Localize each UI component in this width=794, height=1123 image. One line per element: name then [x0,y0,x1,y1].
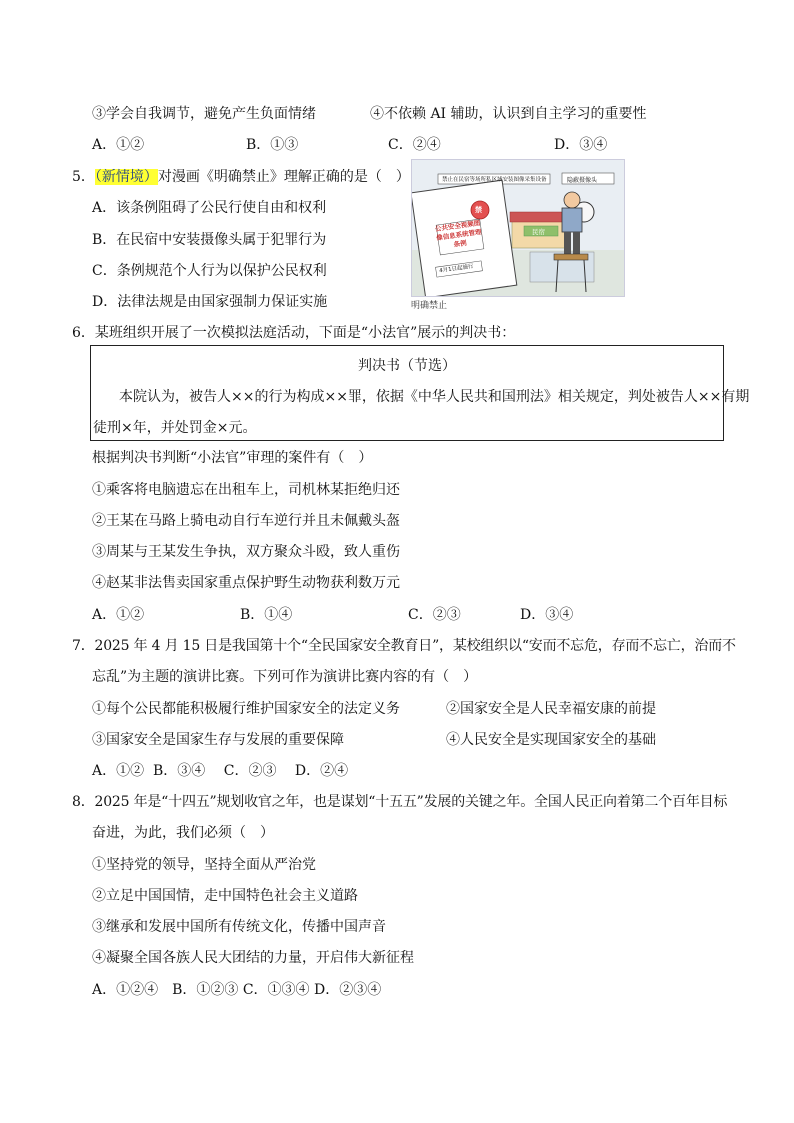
q6-statement-2: ②王某在马路上骑电动自行车逆行并且未佩戴头盔 [92,513,400,529]
comic-document-title: 公共安全视频图像信息系统管理条例 [434,218,483,249]
comic-stamp-text: 禁 [475,206,482,214]
q4-statement-4: ④不依赖 AI 辅助，认识到自主学习的重要性 [370,106,647,122]
q8-options: A．①②④ B．①②③ C．①③④ D．②③④ [92,982,382,998]
q7-stem-line-1: 7．2025 年 4 月 15 日是我国第十个“全民国家安全教育日”，某校组织以“安而不忘危，存而不忘亡，治而不 [72,638,736,654]
q8-stem-line-2: 奋进，为此，我们必须（ ） [92,825,274,841]
comic-tag-text: 隐蔽摄像头 [567,177,598,184]
q6-option-c: C．②③ [408,607,461,623]
comic-caption: 明确禁止 [411,301,448,311]
judgment-line-1: 本院认为，被告人××的行为构成××罪，依据《中华人民共和国刑法》相关规定，判处被告人××有期 [119,389,750,405]
q4-option-c: C．②④ [388,137,441,153]
q7-stem-line-2: 忘乱”为主题的演讲比赛。下列可作为演讲比赛内容的有（ ） [92,669,478,685]
comic-document-date: 4月1日起施行 [438,263,474,275]
q7-statement-1: ①每个公民都能积极履行维护国家安全的法定义务 [92,701,400,717]
q6-option-d: D．③④ [520,607,574,623]
q8-statement-3: ③继承和发展中国所有传统文化，传播中国声音 [92,919,386,935]
q5-option-d: D．法律法规是由国家强制力保证实施 [92,294,328,310]
q4-statement-3: ③学会自我调节，避免产生负面情绪 [92,106,316,122]
comic-sign-text: 民宿 [532,228,545,236]
q4-option-a: A．①② [92,137,145,153]
q7-options: A．①② B．③④ C．②③ D．②④ [92,763,349,779]
q5-stem-text: 对漫画《明确禁止》理解正确的是（ ） [157,169,410,185]
judgment-title: 判决书（节选） [358,358,456,374]
comic-illustration [411,159,625,297]
q6-statement-4: ④赵某非法售卖国家重点保护野生动物获利数万元 [92,575,400,591]
q8-statement-4: ④凝聚全国各族人民大团结的力量，开启伟大新征程 [92,950,414,966]
q6-stem: 6．某班组织开展了一次模拟法庭活动，下面是“小法官”展示的判决书： [72,325,516,341]
q7-statement-3: ③国家安全是国家生存与发展的重要保障 [92,732,344,748]
q5-option-a: A．该条例阻碍了公民行使自由和权利 [92,200,327,216]
q7-statement-4: ④人民安全是实现国家安全的基础 [446,732,656,748]
q5-number: 5． [72,169,95,185]
q4-option-d: D．③④ [554,137,608,153]
judgment-box [90,345,750,441]
q6-statement-3: ③周某与王某发生争执，双方聚众斗殴，致人重伤 [92,544,400,560]
q5-option-c: C．条例规范个人行为以保护公民权利 [92,263,327,279]
q7-statement-2: ②国家安全是人民幸福安康的前提 [446,701,656,717]
q6-question: 根据判决书判断“小法官”审理的案件有（ ） [92,450,373,466]
q8-stem-line-1: 8．2025 年是“十四五”规划收官之年，也是谋划“十五五”发展的关键之年。全国人民正向着第二个百年目标 [72,794,728,810]
q5-option-b: B．在民宿中安装摄像头属于犯罪行为 [92,232,327,248]
q5-stem [72,166,410,186]
q6-option-b: B．①④ [240,607,293,623]
comic-banner-text: 禁止在民宿等场所私区域安装图像采集设备 [442,177,547,183]
q6-statement-1: ①乘客将电脑遗忘在出租车上，司机林某拒绝归还 [92,482,400,498]
q8-statement-1: ①坚持党的领导，坚持全面从严治党 [92,857,316,873]
judgment-line-2: 徒刑×年，并处罚金×元。 [93,420,257,436]
q8-statement-2: ②立足中国国情，走中国特色社会主义道路 [92,888,358,904]
q4-option-b: B．①③ [246,137,299,153]
q6-option-a: A．①② [92,607,145,623]
q5-new-situation-tag: （新情境） [94,169,158,185]
